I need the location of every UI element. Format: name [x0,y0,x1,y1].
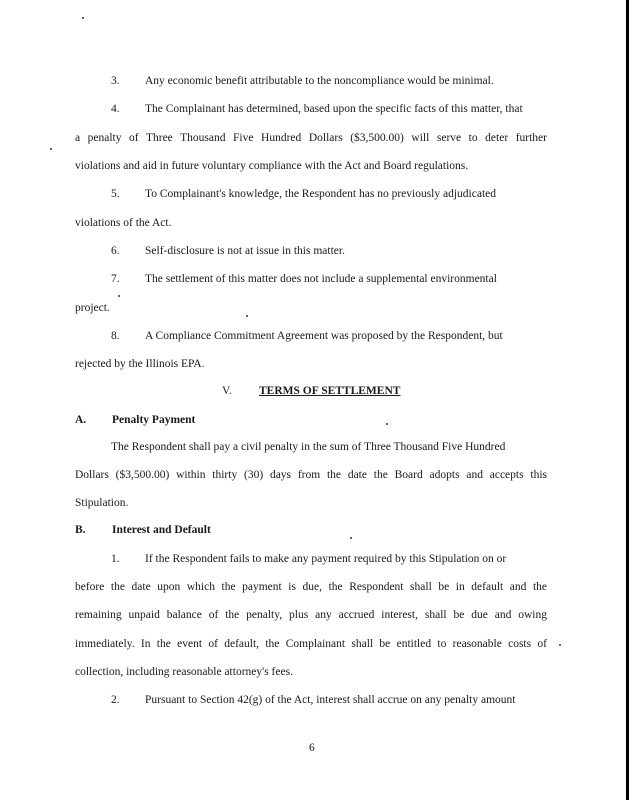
section-v-number: V. [222,385,232,397]
paragraph-3 [111,74,547,88]
section-a-line-3: Stipulation. [75,497,129,509]
section-v-heading [222,385,400,397]
scan-speck [386,423,388,425]
scan-speck [559,644,561,646]
paragraph-3-number: 3. [111,75,120,87]
paragraph-8-first-line: 8. A Compliance Commitment Agreement was proposed by the Respondent, but [111,330,503,342]
section-b-paragraph-1-line-2: before the date upon which the payment is due, the Respondent shall be in default and the [75,581,547,593]
section-b-paragraph-1-number: 1. [111,553,120,565]
paragraph-4-line-3: violations and aid in future voluntary compliance with the Act and Board regulations. [75,160,469,172]
section-b-letter: B. [75,524,86,536]
paragraph-4-first-line: 4. The Complainant has determined, based upon the specific facts of this matter, that [111,103,523,115]
paragraph-6-number: 6. [111,245,120,257]
section-a-heading [75,414,195,426]
section-b-heading [75,524,211,536]
paragraph-4-number: 4. [111,103,120,115]
section-a-title: Penalty Payment [112,414,196,426]
page-number: 6 [309,742,315,754]
section-a-line-2: Dollars ($3,500.00) within thirty (30) days from the date the Board adopts and accepts this [75,469,547,481]
section-b-title: Interest and Default [112,524,211,536]
scan-speck [350,537,352,539]
paragraph-8-line-2: rejected by the Illinois EPA. [75,358,205,370]
section-b-paragraph-1-first-line: 1. If the Respondent fails to make any payment required by this Stipulation on or [111,553,507,565]
paragraph-3-text: Any economic benefit attributable to the noncompliance would be minimal. [145,75,494,87]
paragraph-6: 6. Self-disclosure is not at issue in this matter. [111,245,345,257]
section-b-paragraph-2-number: 2. [111,694,120,706]
paragraph-5-first-line: 5. To Complainant's knowledge, the Respondent has no previously adjudicated [111,188,496,200]
paragraph-8-number: 8. [111,330,120,342]
scan-speck [246,315,248,317]
section-v-title: TERMS OF SETTLEMENT [259,385,401,397]
paragraph-5-line-2: violations of the Act. [75,217,172,229]
section-b-paragraph-1-line-3: remaining unpaid balance of the penalty, plus any accrued interest, shall be due and owing [75,609,547,621]
paragraph-4-line-2: a penalty of Three Thousand Five Hundred Dollars ($3,500.00) will serve to deter further [75,132,547,144]
section-a-letter: A. [75,414,87,426]
scan-speck [118,295,120,297]
section-b-paragraph-1-line-4: immediately. In the event of default, the Complainant shall be entitled to reasonable costs of [75,638,547,650]
paragraph-5-number: 5. [111,188,120,200]
section-b-paragraph-1-line-5: collection, including reasonable attorney's fees. [75,666,293,678]
paragraph-7-number: 7. [111,273,120,285]
scan-speck [82,17,84,19]
section-b-paragraph-2-first-line: 2. Pursuant to Section 42(g) of the Act, interest shall accrue on any penalty amount [111,694,516,706]
paragraph-7-line-2: project. [75,302,110,314]
scan-speck [50,148,52,150]
section-a-line-1: The Respondent shall pay a civil penalty in the sum of Three Thousand Five Hundred [111,441,506,453]
paragraph-7-first-line: 7. The settlement of this matter does not include a supplemental environmental [111,273,497,285]
